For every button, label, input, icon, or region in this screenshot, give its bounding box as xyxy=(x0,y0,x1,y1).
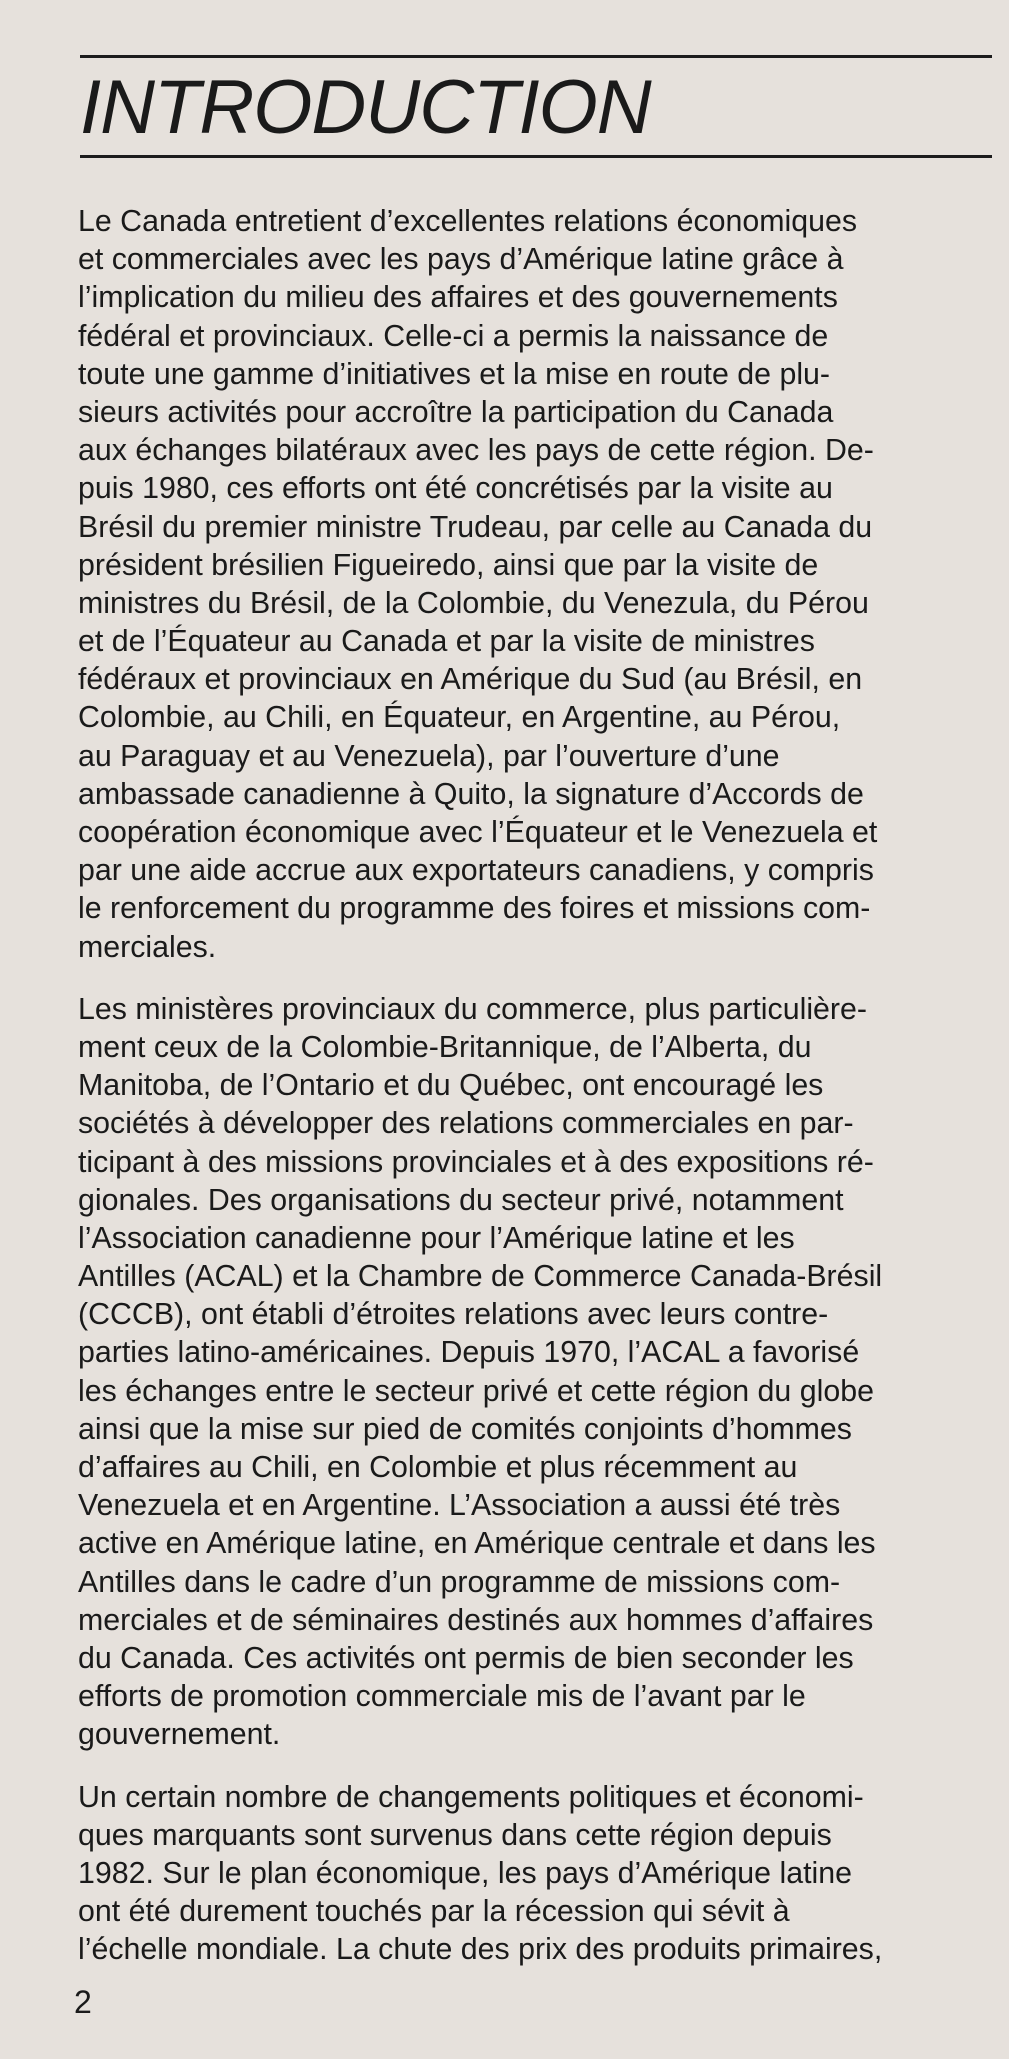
text-line: coopération économique avec l’Équateur et le Venezuela et xyxy=(78,815,878,849)
text-line: Le Canada entretient d’excellentes relations économiques xyxy=(78,204,858,238)
body-text xyxy=(78,202,998,1992)
text-line: ticipant à des missions provinciales et à des expositions ré- xyxy=(78,1144,874,1179)
text-line: Manitoba, de l’Ontario et du Québec, ont encouragé les xyxy=(78,1068,824,1103)
text-line: puis 1980, ces efforts ont été concrétisés par la visite au xyxy=(78,471,833,506)
text-line: par une aide accrue aux exportateurs canadiens, y compris xyxy=(78,853,874,888)
text-line: Antilles dans le cadre d’un programme de missions com- xyxy=(78,1564,841,1599)
text-line: au Paraguay et au Venezuela), par l’ouverture d’une xyxy=(78,738,780,773)
page-title: INTRODUCTION xyxy=(80,65,651,150)
text-line: gouvernement. xyxy=(78,1717,281,1752)
text-line: le renforcement du programme des foires et missions com- xyxy=(78,891,871,926)
text-line: active en Amérique latine, en Amérique centrale et dans les xyxy=(78,1526,876,1561)
text-line: Les ministères provinciaux du commerce, plus particulière- xyxy=(78,991,868,1026)
paragraph xyxy=(78,990,998,1754)
text-line: sieurs activités pour accroître la participation du Canada xyxy=(78,394,834,429)
text-line: merciales. xyxy=(78,929,217,964)
text-line: efforts de promotion commerciale mis de l’avant par le xyxy=(78,1679,806,1714)
text-line: Colombie, au Chili, en Équateur, en Argentine, au Pérou, xyxy=(78,700,841,735)
paragraph xyxy=(78,202,998,966)
text-line: et de l’Équateur au Canada et par la visite de ministres xyxy=(78,624,815,659)
text-line: l’Association canadienne pour l’Amérique latine et les xyxy=(78,1220,795,1255)
text-line: l’échelle mondiale. La chute des prix des produits primaires, xyxy=(78,1932,883,1967)
paragraph xyxy=(78,1778,998,1969)
text-line: l’implication du milieu des affaires et des gouvernements xyxy=(78,280,838,315)
text-line: Antilles (ACAL) et la Chambre de Commerce Canada-Brésil xyxy=(78,1259,883,1294)
text-line: fédéral et provinciaux. Celle-ci a permis la naissance de xyxy=(78,318,829,353)
text-line: ambassade canadienne à Quito, la signature d’Accords de xyxy=(78,776,864,811)
text-line: ainsi que la mise sur pied de comités conjoints d’hommes xyxy=(78,1411,852,1446)
text-line: sociétés à développer des relations commerciales en par- xyxy=(78,1106,854,1141)
text-line: 1982. Sur le plan économique, les pays d’Amérique latine xyxy=(78,1855,853,1890)
text-line: Un certain nombre de changements politiques et économi- xyxy=(78,1779,864,1814)
text-line: parties latino-américaines. Depuis 1970, l’ACAL a favorisé xyxy=(78,1335,860,1370)
text-line: ont été durement touchés par la récession qui sévit à xyxy=(78,1894,790,1929)
text-line: ques marquants sont survenus dans cette région depuis xyxy=(78,1817,832,1852)
title-underline-rule xyxy=(80,155,992,158)
text-line: (CCCB), ont établi d’étroites relations avec leurs contre- xyxy=(78,1297,829,1332)
text-line: président brésilien Figueiredo, ainsi que par la visite de xyxy=(78,547,819,582)
text-line: ment ceux de la Colombie-Britannique, de l’Alberta, du xyxy=(78,1029,812,1064)
text-line: du Canada. Ces activités ont permis de bien seconder les xyxy=(78,1640,854,1675)
text-line: et commerciales avec les pays d’Amérique latine grâce à xyxy=(78,242,844,277)
text-line: toute une gamme d’initiatives et la mise en route de plu- xyxy=(78,356,831,391)
text-line: Brésil du premier ministre Trudeau, par celle au Canada du xyxy=(78,509,873,544)
text-line: gionales. Des organisations du secteur privé, notamment xyxy=(78,1182,844,1217)
text-line: merciales et de séminaires destinés aux hommes d’affaires xyxy=(78,1602,874,1637)
text-line: fédéraux et provinciaux en Amérique du Sud (au Brésil, en xyxy=(78,662,863,697)
text-line: les échanges entre le secteur privé et cette région du globe xyxy=(78,1373,874,1408)
text-line: d’affaires au Chili, en Colombie et plus récemment au xyxy=(78,1450,798,1484)
text-line: ministres du Brésil, de la Colombie, du Venezula, du Pérou xyxy=(78,585,869,620)
text-line: Venezuela et en Argentine. L’Association a aussi été très xyxy=(78,1488,841,1523)
page-number: 2 xyxy=(74,1984,92,2020)
top-rule xyxy=(80,55,992,58)
text-line: aux échanges bilatéraux avec les pays de cette région. De- xyxy=(78,433,874,468)
